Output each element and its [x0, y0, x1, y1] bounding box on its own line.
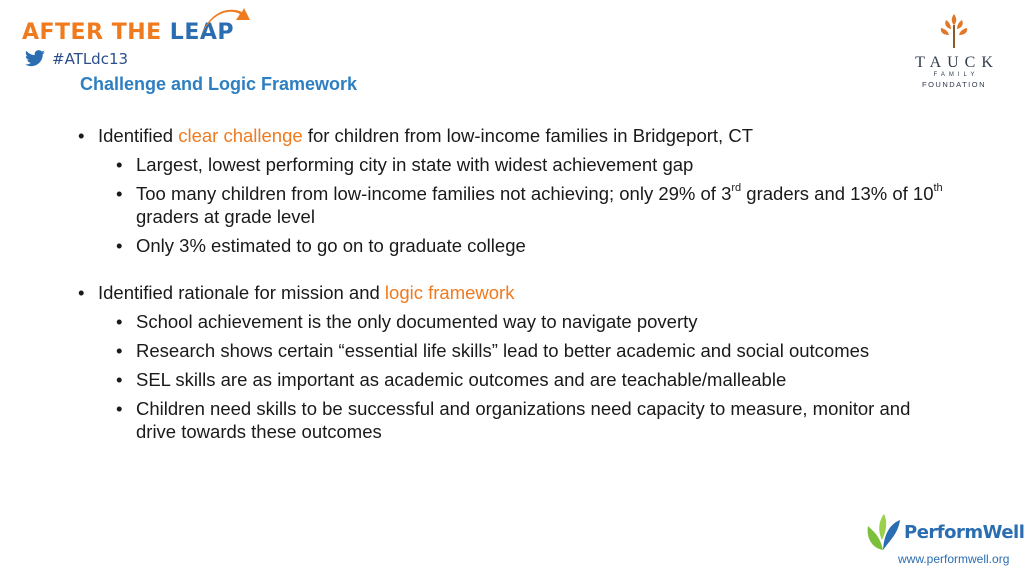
sub-bullet — [98, 397, 950, 443]
sub-bullet — [98, 182, 950, 228]
sub-bullet-text: graders and 13% of 10 — [741, 183, 934, 204]
performwell-wordmark: PerformWell — [904, 522, 1024, 543]
sub-bullet-text: SEL skills are as important as academic outcomes and are teachable/malleable — [136, 369, 787, 390]
sub-bullet — [98, 234, 950, 257]
sponsor-name: TAUCK — [915, 54, 999, 71]
superscript-th: th — [933, 181, 943, 194]
bullet-dot: • — [116, 183, 123, 204]
bullet-dot: • — [116, 235, 123, 256]
sub-bullet — [98, 368, 950, 391]
sub-bullet — [98, 339, 950, 362]
performwell-sprout-icon — [864, 510, 902, 552]
bullet-dot: • — [116, 340, 123, 361]
bullet-dot: • — [116, 311, 123, 332]
logo-word-leap: LEAP — [169, 20, 234, 45]
sub-bullet-list — [98, 310, 950, 443]
slide-body — [70, 124, 950, 443]
sub-bullet-text: Only 3% estimated to go on to graduate college — [136, 235, 526, 256]
performwell-logo — [864, 508, 1024, 568]
bullet-logic-framework — [70, 281, 950, 443]
sub-bullet-text: Research shows certain “essential life skills” lead to better academic and social outcomes — [136, 340, 870, 361]
superscript-rd: rd — [731, 181, 742, 194]
twitter-bird-icon — [24, 50, 46, 68]
bullet-text: Identified — [98, 125, 179, 146]
sub-bullet-list — [98, 153, 950, 257]
after-the-leap-logo — [22, 8, 252, 50]
sponsor-family: FAMILY — [933, 72, 979, 78]
bullet-text: Identified rationale for mission and — [98, 282, 385, 303]
sub-bullet-text: School achievement is the only documented way to navigate poverty — [136, 311, 698, 332]
bullet-dot: • — [116, 369, 123, 390]
leap-swoosh-icon — [198, 8, 252, 38]
sub-bullet-text: Largest, lowest performing city in state with widest achievement gap — [136, 154, 694, 175]
highlight-clear-challenge: clear challenge — [178, 125, 303, 146]
bullet-text: for children from low-income families in Bridgeport, CT — [302, 125, 754, 146]
bullet-dot: • — [116, 154, 123, 175]
event-hashtag: #ATLdc13 — [52, 50, 129, 68]
slide-title: Challenge and Logic Framework — [80, 74, 358, 94]
sponsor-foundation: FOUNDATION — [921, 80, 987, 89]
sub-bullet-text: Too many children from low-income families not achieving; only 29% of 3 — [136, 183, 732, 204]
tauck-family-foundation-logo — [902, 10, 1006, 102]
logo-word-after-the: AFTER THE — [22, 20, 170, 45]
sub-bullet-text: Children need skills to be successful and organizations need capacity to measure, monitor and drive towards these outcomes — [136, 398, 911, 442]
performwell-url: www.performwell.org — [898, 552, 1010, 566]
hashtag-row — [24, 50, 128, 68]
sub-bullet — [98, 153, 950, 176]
bullet-list — [70, 124, 950, 443]
tauck-leaf-icon — [934, 10, 974, 50]
highlight-logic-framework: logic framework — [384, 282, 515, 303]
bullet-clear-challenge — [70, 124, 950, 257]
bullet-dot: • — [78, 125, 85, 146]
sub-bullet-text: graders at grade level — [136, 206, 315, 227]
bullet-dot: • — [116, 398, 123, 419]
sub-bullet — [98, 310, 950, 333]
bullet-dot: • — [78, 282, 85, 303]
